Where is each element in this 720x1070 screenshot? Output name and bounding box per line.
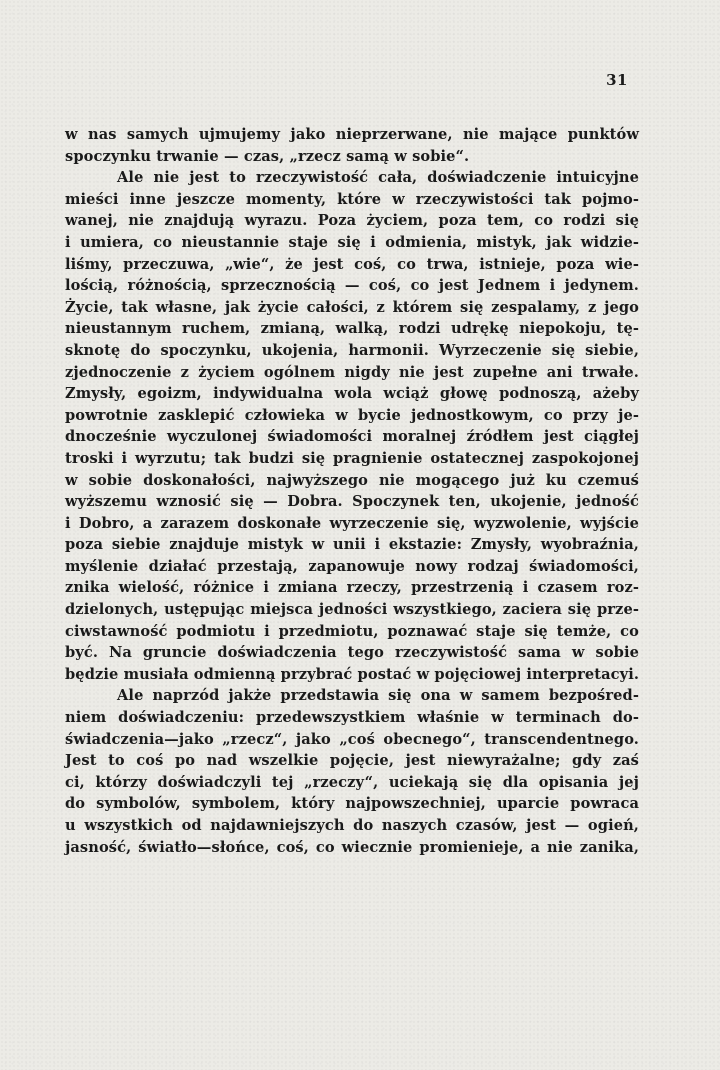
text-line: ci, którzy doświadczyli tej „rzeczy“, uciekają się dla opisania jej — [65, 773, 639, 791]
text-line: w nas samych ujmujemy jako nieprzerwane, nie mające punktów — [65, 126, 639, 143]
text-line: do symbolów, symbolem, który najpowszechniej, uparcie powraca — [65, 795, 639, 813]
text-line: lością, różnością, sprzecznością — coś, co jest Jednem i jedynem. — [65, 277, 639, 295]
text-line: ciwstawność podmiotu i przedmiotu, poznawać staje się temże, co — [65, 622, 639, 640]
text-line: powrotnie zasklepić człowieka w bycie jednostkowym, co przy je- — [65, 406, 639, 424]
text-line: będzie musiała odmienną przybrać postać w pojęciowej interpretacyi. — [65, 665, 640, 683]
text-line: spoczynku trwanie — czas, „rzecz samą w sobie“. — [65, 147, 470, 165]
text-line: jasność, światło—słońce, coś, co wiecznie promienieje, a nie zanika, — [65, 838, 639, 856]
page-number: 31 — [606, 71, 628, 89]
text-line: poza siebie znajduje mistyk w unii i ekstazie: Zmysły, wyobraźnia, — [65, 536, 639, 554]
text-line: w sobie doskonałości, najwyższego nie mogącego już ku czemuś — [65, 471, 639, 489]
text-line: Ale nie jest to rzeczywistość cała, doświadczenie intuicyjne — [117, 169, 639, 187]
text-line: niem doświadczeniu: przedewszystkiem właśnie w terminach do- — [65, 709, 639, 727]
text-line: nieustannym ruchem, zmianą, walką, rodzi udrękę niepokoju, tę- — [65, 320, 639, 338]
text-line: dnocześnie wyczulonej świadomości moralnej źródłem jest ciągłej — [65, 428, 639, 446]
text-line: myślenie działać przestają, zapanowuje nowy rodzaj świadomości, — [65, 557, 639, 575]
text-line: sknotę do spoczynku, ukojenia, harmonii. Wyrzeczenie się siebie, — [65, 341, 639, 359]
text-line: mieści inne jeszcze momenty, które w rzeczywistości tak pojmo- — [65, 190, 639, 208]
text-line: Jest to coś po nad wszelkie pojęcie, jest niewyrażalne; gdy zaś — [65, 752, 639, 770]
text-line: znika wielość, różnice i zmiana rzeczy, przestrzenią i czasem roz- — [65, 579, 639, 597]
body-text — [65, 124, 639, 858]
text-line: świadczenia—jako „rzecz“, jako „coś obecnego“, transcendentnego. — [65, 730, 639, 748]
text-line: wanej, nie znajdują wyrazu. Poza życiem, poza tem, co rodzi się — [65, 212, 639, 230]
text-line: Zmysły, egoizm, indywidualna wola wciąż głowę podnoszą, ażeby — [65, 385, 639, 403]
text-line: liśmy, przeczuwa, „wie“, że jest coś, co trwa, istnieje, poza wie- — [65, 255, 639, 273]
text-line: troski i wyrzutu; tak budzi się pragnienie ostatecznej zaspokojonej — [65, 449, 639, 467]
text-line: u wszystkich od najdawniejszych do naszych czasów, jest — ogień, — [65, 817, 639, 834]
text-line: być. Na gruncie doświadczenia tego rzeczywistość sama w sobie — [65, 644, 639, 662]
text-line: Ale naprzód jakże przedstawia się ona w samem bezpośred- — [117, 687, 639, 705]
text-line: wyższemu wznosić się — Dobra. Spoczynek ten, ukojenie, jedność — [65, 493, 639, 511]
text-line: i Dobro, a zarazem doskonałe wyrzeczenie się, wyzwolenie, wyjście — [65, 514, 639, 532]
text-line: i umiera, co nieustannie staje się i odmienia, mistyk, jak widzie- — [65, 233, 639, 251]
text-line: Życie, tak własne, jak życie całości, z którem się zespalamy, z jego — [65, 298, 639, 316]
text-line: dzielonych, ustępując miejsca jedności wszystkiego, zaciera się prze- — [65, 601, 639, 619]
text-line: zjednoczenie z życiem ogólnem nigdy nie jest zupełne ani trwałe. — [65, 363, 639, 381]
